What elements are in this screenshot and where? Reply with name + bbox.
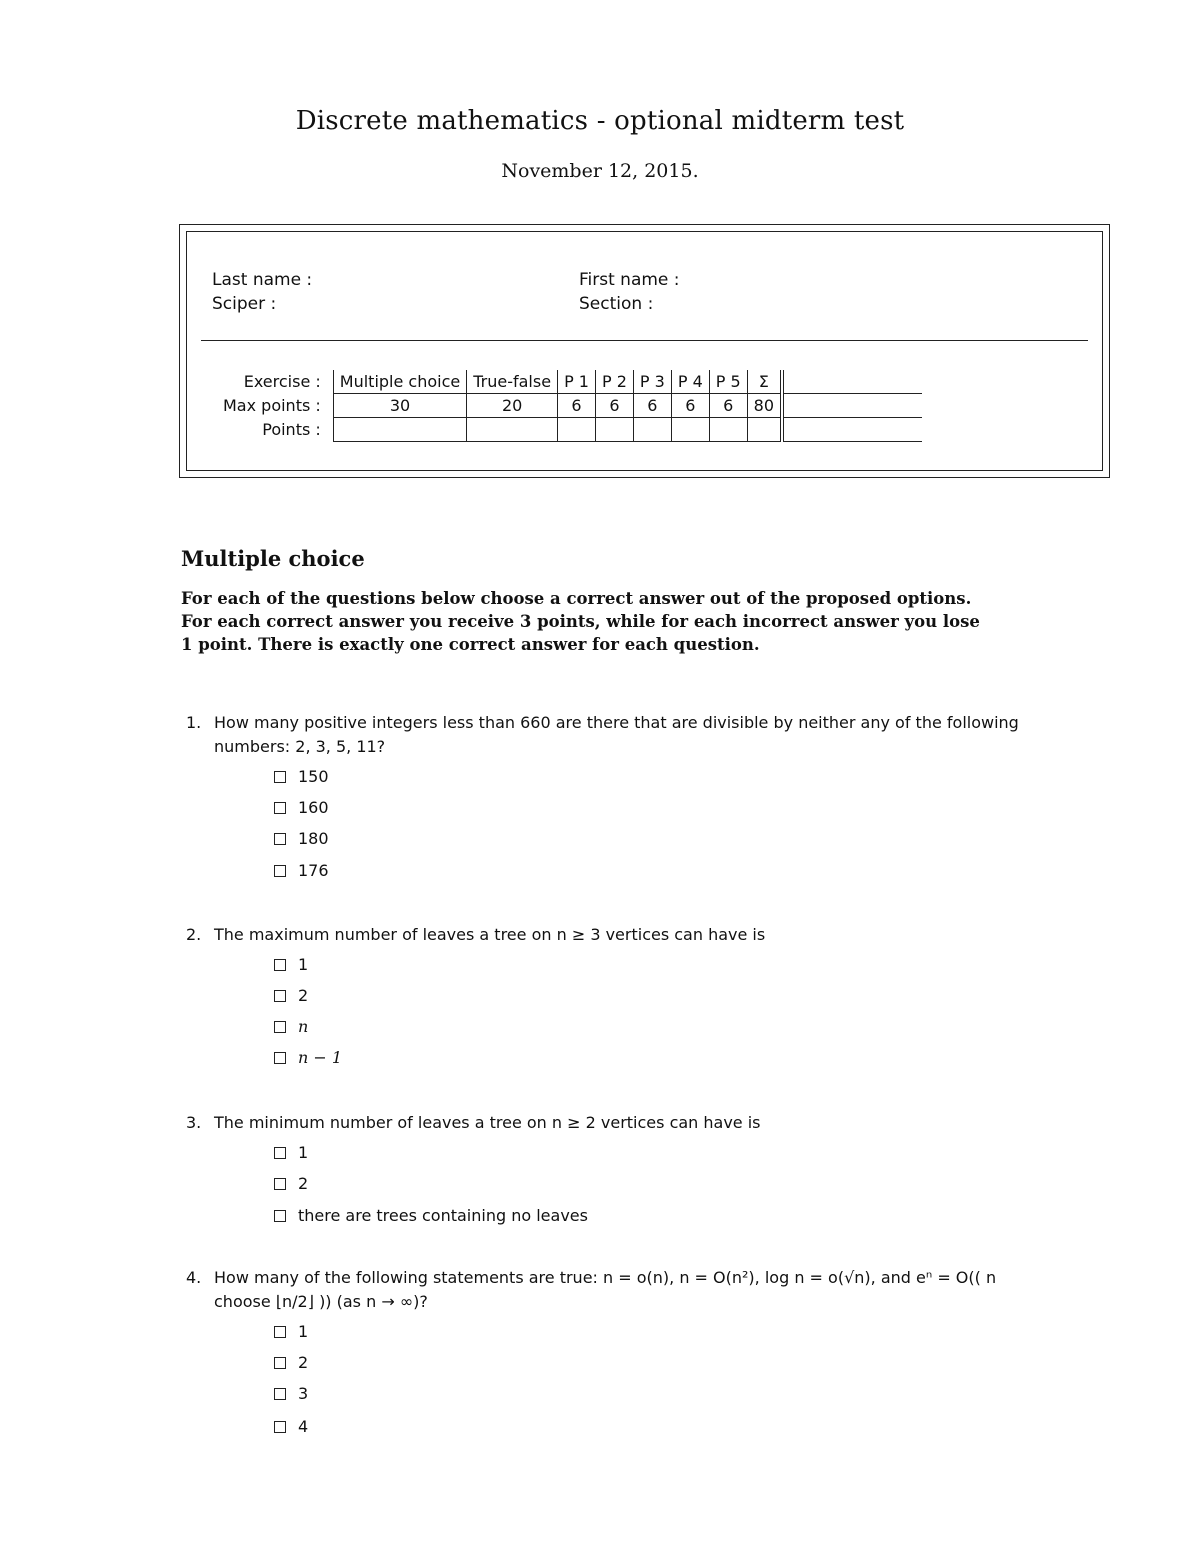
checkbox-icon[interactable] [274,1326,286,1338]
max-true-false: 20 [467,394,558,418]
option[interactable] [274,1321,308,1343]
col-p5: P 5 [709,370,747,394]
option[interactable] [274,1416,308,1438]
points-sigma [747,418,782,442]
checkbox-icon[interactable] [274,1021,286,1033]
option-label: n − 1 [298,1048,343,1067]
last-name-label: Last name : [212,270,313,290]
option-label: 176 [298,861,329,880]
checkbox-icon[interactable] [274,802,286,814]
option-label: there are trees containing no leaves [298,1206,588,1225]
checkbox-icon[interactable] [274,990,286,1002]
question-text: The maximum number of leaves a tree on n ≥ 3 vertices can have is [214,925,766,944]
student-info-box [179,224,1110,478]
checkbox-icon[interactable] [274,771,286,783]
question-number: 1. [186,713,202,732]
points-multiple-choice [333,418,466,442]
question-text: The minimum number of leaves a tree on n ≥ 2 vertices can have is [214,1113,761,1132]
question-number: 4. [186,1268,202,1287]
option[interactable] [274,828,329,850]
student-info-inner-border [186,231,1103,471]
info-divider [201,340,1088,341]
option[interactable] [274,1016,308,1038]
instructions [181,587,1041,656]
checkbox-icon[interactable] [274,1210,286,1222]
points-label: Points : [262,420,321,439]
exercise-label: Exercise : [243,372,321,392]
sciper-label: Sciper : [212,294,277,314]
option-label: 2 [298,1353,309,1372]
option-label: 1 [298,1143,309,1162]
checkbox-icon[interactable] [274,1052,286,1064]
checkbox-icon[interactable] [274,833,286,845]
col-sigma: Σ [747,370,782,394]
option-label: 1 [298,955,309,974]
col-p1: P 1 [558,370,596,394]
option[interactable] [274,1173,308,1195]
max-blank [782,394,922,418]
option[interactable] [274,1205,588,1227]
option-label: 150 [298,767,329,786]
max-points-label: Max points : [223,396,321,415]
max-p4: 6 [671,394,709,418]
section-heading: Multiple choice [181,546,365,571]
max-points-row [217,394,922,418]
instructions-line-3: 1 point. There is exactly one correct answer for each question. [181,635,760,654]
checkbox-icon[interactable] [274,1178,286,1190]
question-text: How many positive integers less than 660 are there that are divisible by neither any of the following numbers: 2, 3, 5, 11? [214,713,1019,756]
option-label: 1 [298,1322,309,1341]
col-blank [782,370,922,394]
exercise-row [217,370,922,394]
option[interactable] [274,1383,308,1405]
col-p3: P 3 [633,370,671,394]
points-row [217,418,922,442]
option[interactable] [274,954,308,976]
points-true-false [467,418,558,442]
option[interactable] [274,797,329,819]
option[interactable] [274,985,308,1007]
option-label: 2 [298,986,309,1005]
col-multiple-choice: Multiple choice [333,370,466,394]
exam-date: November 12, 2015. [501,160,699,182]
question-4 [186,1266,1020,1314]
option-label: 160 [298,798,329,817]
points-p1 [558,418,596,442]
max-p3: 6 [633,394,671,418]
points-blank [782,418,922,442]
scores-table [217,370,922,442]
option[interactable] [274,860,329,882]
max-p1: 6 [558,394,596,418]
option-label: 180 [298,829,329,848]
question-number: 2. [186,925,202,944]
question-text: How many of the following statements are true: n = o(n), n = O(n²), log n = o(√n), and eⁿ = O(( n choose ⌊n/2⌋ )) (as n → ∞)? [214,1268,997,1311]
option[interactable] [274,1142,308,1164]
checkbox-icon[interactable] [274,1357,286,1369]
option-label: n [298,1017,309,1036]
option-label: 2 [298,1174,309,1193]
points-p4 [671,418,709,442]
points-p2 [595,418,633,442]
option-label: 4 [298,1417,309,1436]
option-label: 3 [298,1384,309,1403]
max-p2: 6 [595,394,633,418]
page-title: Discrete mathematics - optional midterm test [295,106,905,136]
section-label: Section : [579,294,654,314]
checkbox-icon[interactable] [274,1388,286,1400]
col-p4: P 4 [671,370,709,394]
max-sigma: 80 [747,394,782,418]
checkbox-icon[interactable] [274,1421,286,1433]
max-multiple-choice: 30 [333,394,466,418]
question-1 [186,711,1020,759]
instructions-line-1: For each of the questions below choose a correct answer out of the proposed options. [181,589,972,608]
question-number: 3. [186,1113,202,1132]
first-name-label: First name : [579,270,680,290]
col-p2: P 2 [595,370,633,394]
col-true-false: True-false [467,370,558,394]
points-p5 [709,418,747,442]
checkbox-icon[interactable] [274,959,286,971]
instructions-line-2: For each correct answer you receive 3 points, while for each incorrect answer you lose [181,612,980,631]
checkbox-icon[interactable] [274,1147,286,1159]
question-3 [186,1111,1020,1135]
option[interactable] [274,1047,342,1069]
checkbox-icon[interactable] [274,865,286,877]
question-2 [186,923,1020,947]
option[interactable] [274,1352,308,1374]
points-p3 [633,418,671,442]
max-p5: 6 [709,394,747,418]
option[interactable] [274,766,329,788]
